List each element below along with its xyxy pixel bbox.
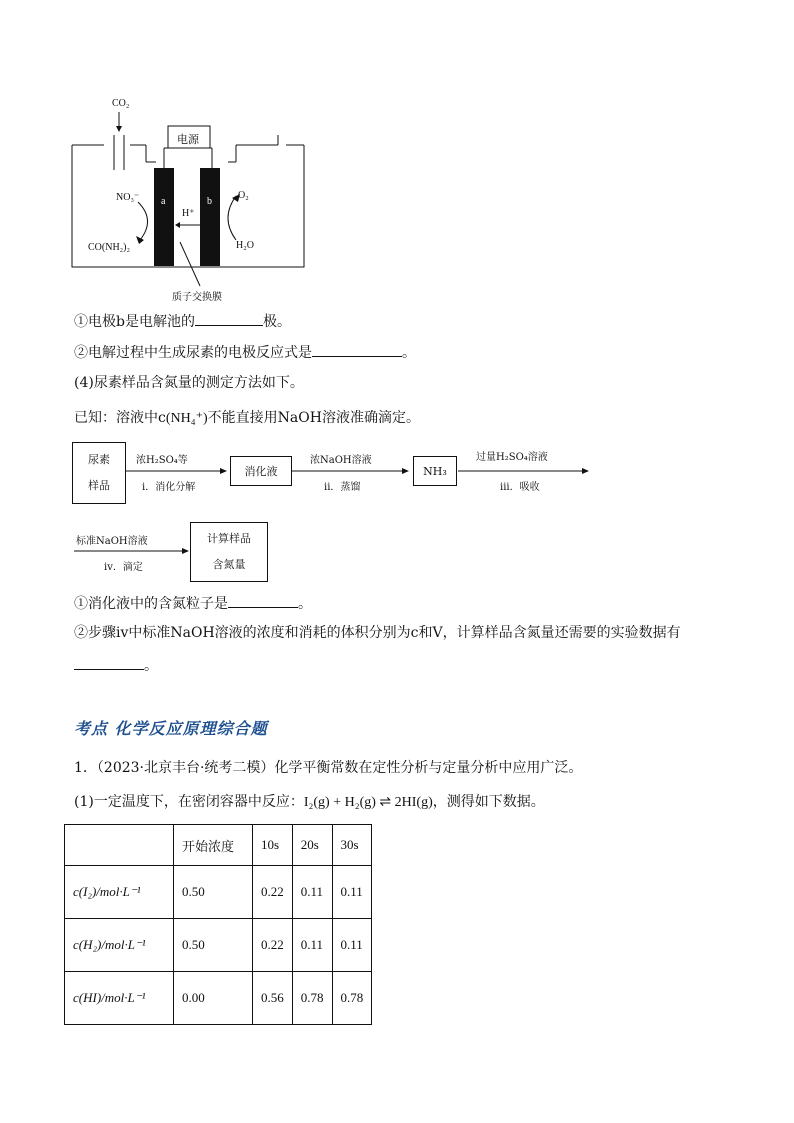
table-cell: 0.50	[174, 919, 253, 972]
header-cell: 30s	[332, 825, 372, 866]
q3-item2-tail: 。	[402, 345, 416, 361]
part1-prefix: (1)一定温度下，在密闭容器中反应：	[74, 794, 304, 810]
q4-item2-answer	[74, 655, 158, 676]
electrode-b	[200, 168, 220, 266]
table-row	[65, 919, 372, 972]
table-cell: 0.11	[292, 866, 332, 919]
proton-label: H⁺	[182, 208, 195, 219]
box3-text: NH₃	[423, 464, 447, 478]
known-suffix: 不能直接用NaOH溶液准确滴定。	[207, 410, 420, 426]
q4-item2-tail: 。	[144, 658, 158, 674]
step2-reagent: 浓NaOH溶液	[310, 455, 372, 466]
q3-item2	[74, 342, 416, 363]
row-label: c(I₂)/mol·L⁻¹	[65, 866, 174, 919]
part1-suffix: ，测得如下数据。	[432, 794, 545, 810]
step3-reagent: 过量H₂SO₄溶液	[476, 452, 548, 463]
header-cell	[65, 825, 174, 866]
q4-known	[74, 408, 420, 429]
answer-blank[interactable]	[195, 311, 263, 326]
cell-drawing	[60, 90, 320, 305]
q3-item1-tail: 极。	[262, 314, 291, 330]
reaction-equation: I₂(g) + H₂(g) ⇌ 2HI(g)	[303, 795, 433, 810]
step3-name: iii．吸收	[500, 482, 540, 493]
table-cell: 0.11	[292, 919, 332, 972]
header-cell: 10s	[253, 825, 293, 866]
flow-box-calculate	[190, 522, 268, 582]
table-cell: 0.78	[332, 972, 372, 1025]
flow-box-ammonia	[413, 456, 457, 486]
co2-label: CO₂	[112, 98, 130, 109]
box1-line1: 尿素	[88, 453, 110, 466]
q4-item1	[74, 593, 312, 614]
answer-blank[interactable]	[74, 655, 144, 670]
answer-blank[interactable]	[312, 342, 402, 357]
row-label: c(H₂)/mol·L⁻¹	[65, 919, 174, 972]
header-cell: 20s	[292, 825, 332, 866]
row-label: c(HI)/mol·L⁻¹	[65, 972, 174, 1025]
problem1-header: 1．（2023·北京丰台·统考二模）化学平衡常数在定性分析与定量分析中应用广泛。	[74, 760, 583, 776]
electrode-a-label: a	[161, 196, 166, 207]
step4-reagent: 标准NaOH溶液	[76, 536, 148, 547]
box2-text: 消化液	[244, 465, 278, 478]
table-cell: 0.22	[253, 866, 293, 919]
section-title: 考点 化学反应原理综合题	[74, 719, 268, 738]
flow-box-digest	[230, 456, 292, 486]
table-cell: 0.00	[174, 972, 253, 1025]
step1-name: i．消化分解	[142, 482, 196, 493]
step2-name: ii．蒸馏	[324, 482, 361, 493]
electrolysis-cell-diagram	[60, 90, 320, 305]
power-source-label: 电源	[177, 134, 199, 146]
q4-item1-text: ①消化液中的含氮粒子是	[74, 596, 228, 612]
box4-line2: 含氮量	[212, 558, 246, 571]
nitrate-label: NO₃⁻	[116, 192, 140, 203]
ammonium-species: (NH₄⁺)	[165, 411, 208, 426]
table-cell: 0.50	[174, 866, 253, 919]
water-label: H₂O	[236, 240, 254, 251]
flow-box-urea-sample	[72, 442, 126, 504]
concentration-table	[64, 824, 372, 1025]
box4-line1: 计算样品	[207, 532, 251, 545]
known-prefix: 已知：溶液中c	[74, 410, 166, 426]
answer-blank[interactable]	[228, 593, 298, 608]
table-cell: 0.11	[332, 866, 372, 919]
electrode-a	[154, 168, 174, 266]
q3-item2-text: ②电解过程中生成尿素的电极反应式是	[74, 345, 312, 361]
table-cell: 0.56	[253, 972, 293, 1025]
header-cell: 开始浓度	[174, 825, 253, 866]
oxygen-label: O₂	[238, 190, 249, 201]
nitrogen-flowchart	[70, 440, 600, 590]
q4-intro: (4)尿素样品含氮量的测定方法如下。	[74, 375, 304, 391]
step4-name: iv．滴定	[104, 562, 143, 573]
problem1-part1	[74, 792, 545, 813]
q3-item1	[74, 311, 291, 332]
table-cell: 0.78	[292, 972, 332, 1025]
q3-item1-text: ①电极b是电解池的	[74, 314, 195, 330]
membrane-label: 质子交换膜	[172, 292, 222, 303]
box1-line2: 样品	[88, 479, 110, 492]
table-cell: 0.22	[253, 919, 293, 972]
urea-label: CO(NH₂)₂	[88, 242, 130, 253]
q4-item1-tail: 。	[298, 596, 312, 612]
table-row	[65, 972, 372, 1025]
step1-reagent: 浓H₂SO₄等	[136, 455, 188, 466]
q4-item2: ②步骤iv中标准NaOH溶液的浓度和消耗的体积分别为c和V，计算样品含氮量还需要的实验数据有	[74, 625, 681, 641]
electrode-b-label: b	[207, 196, 212, 207]
table-header-row	[65, 825, 372, 866]
table-cell: 0.11	[332, 919, 372, 972]
table-row	[65, 866, 372, 919]
